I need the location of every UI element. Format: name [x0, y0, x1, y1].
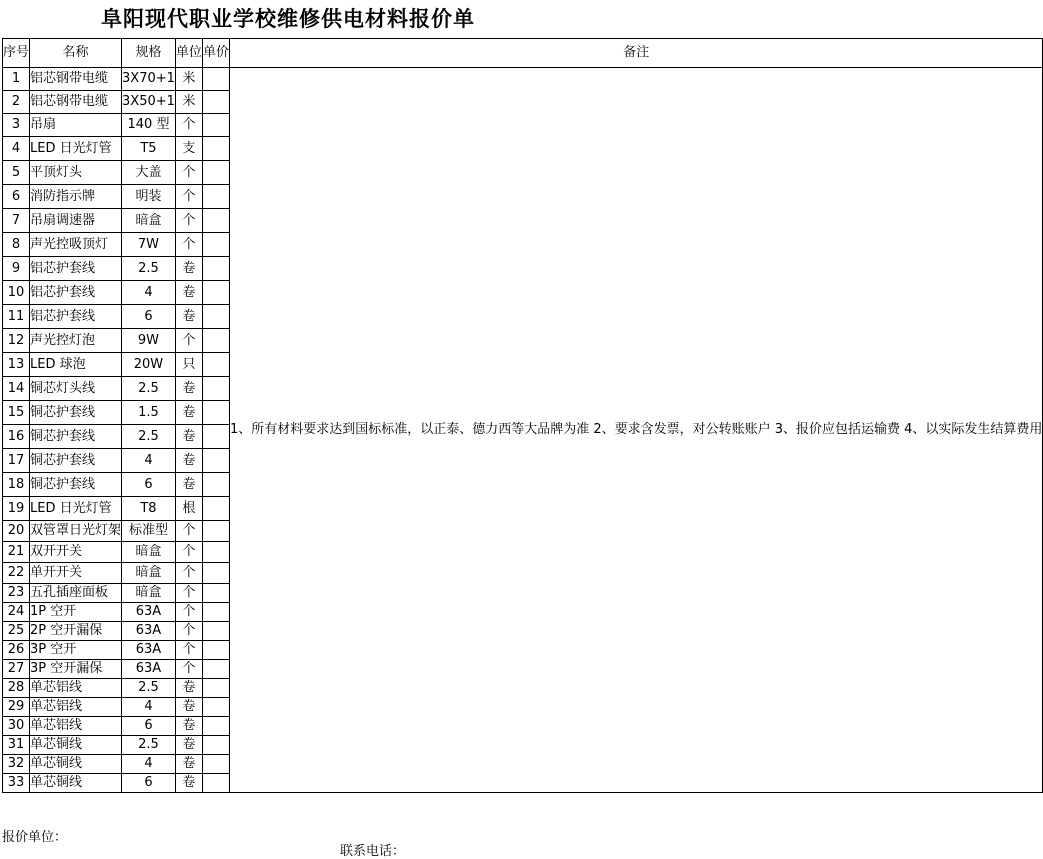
cell-spec: 暗盒 [122, 563, 176, 584]
cell-spec: 63A [122, 603, 176, 622]
cell-price [202, 449, 229, 473]
cell-unit: 卷 [175, 425, 202, 449]
cell-price [202, 584, 229, 603]
cell-unit: 卷 [175, 679, 202, 698]
cell-no: 16 [3, 425, 30, 449]
cell-spec: 63A [122, 641, 176, 660]
cell-no: 19 [3, 497, 30, 521]
cell-spec: 1.5 [122, 401, 176, 425]
cell-unit: 个 [175, 161, 202, 185]
cell-price [202, 774, 229, 793]
price-quote-table [2, 38, 1043, 793]
cell-unit: 卷 [175, 473, 202, 497]
cell-name: 双管罩日光灯架 [30, 521, 122, 542]
cell-name: 单芯铝线 [30, 698, 122, 717]
header-name: 名称 [30, 39, 122, 68]
cell-no: 1 [3, 68, 30, 91]
cell-price [202, 425, 229, 449]
cell-spec: 4 [122, 698, 176, 717]
cell-spec: T5 [122, 137, 176, 161]
cell-spec: 2.5 [122, 257, 176, 281]
cell-name: 五孔插座面板 [30, 584, 122, 603]
cell-spec: 9W [122, 329, 176, 353]
cell-spec: 3X50+1 [122, 91, 176, 114]
cell-spec: 63A [122, 622, 176, 641]
cell-name: 铜芯护套线 [30, 473, 122, 497]
cell-name: 吊扇 [30, 114, 122, 137]
cell-spec: 暗盒 [122, 542, 176, 563]
cell-name: 声光控吸顶灯 [30, 233, 122, 257]
cell-price [202, 542, 229, 563]
cell-name: 吊扇调速器 [30, 209, 122, 233]
cell-unit: 个 [175, 209, 202, 233]
cell-spec: T8 [122, 497, 176, 521]
cell-name: 2P 空开漏保 [30, 622, 122, 641]
header-price: 单价 [202, 39, 229, 68]
cell-name: 消防指示牌 [30, 185, 122, 209]
cell-name: 单芯铜线 [30, 736, 122, 755]
cell-no: 31 [3, 736, 30, 755]
cell-price [202, 377, 229, 401]
cell-spec: 140 型 [122, 114, 176, 137]
cell-spec: 标准型 [122, 521, 176, 542]
cell-no: 15 [3, 401, 30, 425]
cell-price [202, 161, 229, 185]
cell-no: 33 [3, 774, 30, 793]
cell-price [202, 233, 229, 257]
cell-name: LED 日光灯管 [30, 497, 122, 521]
cell-unit: 卷 [175, 774, 202, 793]
cell-price [202, 521, 229, 542]
cell-spec: 6 [122, 305, 176, 329]
cell-no: 22 [3, 563, 30, 584]
cell-price [202, 603, 229, 622]
cell-price [202, 257, 229, 281]
cell-no: 12 [3, 329, 30, 353]
cell-unit: 个 [175, 542, 202, 563]
cell-no: 5 [3, 161, 30, 185]
table-row [3, 68, 1043, 91]
cell-name: 铜芯护套线 [30, 449, 122, 473]
cell-name: 铝芯钢带电缆 [30, 68, 122, 91]
cell-no: 9 [3, 257, 30, 281]
cell-name: 1P 空开 [30, 603, 122, 622]
cell-spec: 4 [122, 449, 176, 473]
remark-note: 1、所有材料要求达到国标标准，以正泰、德力西等大品牌为准 2、要求含发票，对公转账账户 3、报价应包括运输费 4、以实际发生结算费用 [229, 68, 1042, 793]
cell-no: 20 [3, 521, 30, 542]
contact-phone-label: 联系电话： [340, 844, 406, 859]
cell-unit: 个 [175, 114, 202, 137]
cell-unit: 个 [175, 641, 202, 660]
quote-unit-label: 报价单位： [2, 830, 68, 845]
cell-name: 铝芯护套线 [30, 281, 122, 305]
cell-unit: 米 [175, 68, 202, 91]
cell-no: 30 [3, 717, 30, 736]
cell-unit: 卷 [175, 257, 202, 281]
cell-unit: 卷 [175, 698, 202, 717]
cell-price [202, 563, 229, 584]
cell-spec: 2.5 [122, 679, 176, 698]
cell-price [202, 114, 229, 137]
cell-no: 21 [3, 542, 30, 563]
cell-spec: 暗盒 [122, 209, 176, 233]
cell-spec: 6 [122, 717, 176, 736]
cell-unit: 个 [175, 233, 202, 257]
cell-name: 单芯铝线 [30, 679, 122, 698]
cell-unit: 支 [175, 137, 202, 161]
cell-unit: 个 [175, 521, 202, 542]
cell-unit: 卷 [175, 736, 202, 755]
cell-no: 13 [3, 353, 30, 377]
cell-no: 28 [3, 679, 30, 698]
cell-name: 平顶灯头 [30, 161, 122, 185]
cell-price [202, 717, 229, 736]
cell-spec: 2.5 [122, 377, 176, 401]
cell-name: 单芯铜线 [30, 774, 122, 793]
cell-unit: 个 [175, 660, 202, 679]
cell-price [202, 660, 229, 679]
cell-spec: 2.5 [122, 736, 176, 755]
cell-no: 17 [3, 449, 30, 473]
header-spec: 规格 [122, 39, 176, 68]
cell-unit: 根 [175, 497, 202, 521]
cell-no: 25 [3, 622, 30, 641]
cell-name: 3P 空开 [30, 641, 122, 660]
cell-spec: 7W [122, 233, 176, 257]
cell-price [202, 329, 229, 353]
cell-price [202, 641, 229, 660]
cell-no: 26 [3, 641, 30, 660]
cell-price [202, 736, 229, 755]
cell-name: 铝芯钢带电缆 [30, 91, 122, 114]
cell-no: 23 [3, 584, 30, 603]
header-unit: 单位 [175, 39, 202, 68]
cell-spec: 2.5 [122, 425, 176, 449]
cell-no: 11 [3, 305, 30, 329]
cell-name: LED 球泡 [30, 353, 122, 377]
cell-name: 铜芯护套线 [30, 401, 122, 425]
cell-name: 声光控灯泡 [30, 329, 122, 353]
cell-unit: 米 [175, 91, 202, 114]
cell-price [202, 497, 229, 521]
cell-no: 24 [3, 603, 30, 622]
cell-price [202, 305, 229, 329]
cell-no: 27 [3, 660, 30, 679]
cell-name: 单芯铝线 [30, 717, 122, 736]
cell-price [202, 622, 229, 641]
cell-no: 14 [3, 377, 30, 401]
cell-spec: 4 [122, 281, 176, 305]
cell-name: 铜芯护套线 [30, 425, 122, 449]
cell-unit: 个 [175, 584, 202, 603]
cell-price [202, 401, 229, 425]
cell-name: 单芯铜线 [30, 755, 122, 774]
cell-spec: 3X70+1 [122, 68, 176, 91]
table-header-row [3, 39, 1043, 68]
cell-unit: 个 [175, 603, 202, 622]
cell-no: 7 [3, 209, 30, 233]
cell-spec: 6 [122, 774, 176, 793]
cell-no: 2 [3, 91, 30, 114]
cell-spec: 大盖 [122, 161, 176, 185]
cell-spec: 暗盒 [122, 584, 176, 603]
cell-price [202, 698, 229, 717]
cell-no: 32 [3, 755, 30, 774]
header-remark: 备注 [229, 39, 1042, 68]
cell-name: 铜芯灯头线 [30, 377, 122, 401]
cell-unit: 个 [175, 185, 202, 209]
cell-spec: 6 [122, 473, 176, 497]
cell-unit: 卷 [175, 305, 202, 329]
cell-price [202, 68, 229, 91]
cell-no: 8 [3, 233, 30, 257]
cell-spec: 20W [122, 353, 176, 377]
table-body [3, 68, 1043, 793]
cell-unit: 个 [175, 622, 202, 641]
cell-price [202, 281, 229, 305]
cell-price [202, 209, 229, 233]
cell-no: 18 [3, 473, 30, 497]
cell-name: 铝芯护套线 [30, 305, 122, 329]
cell-price [202, 353, 229, 377]
cell-name: 3P 空开漏保 [30, 660, 122, 679]
cell-no: 4 [3, 137, 30, 161]
page-title: 阜阳现代职业学校维修供电材料报价单 [101, 7, 475, 31]
cell-name: 双开开关 [30, 542, 122, 563]
cell-price [202, 185, 229, 209]
cell-price [202, 91, 229, 114]
header-no: 序号 [3, 39, 30, 68]
cell-no: 6 [3, 185, 30, 209]
cell-price [202, 679, 229, 698]
cell-unit: 个 [175, 329, 202, 353]
cell-price [202, 137, 229, 161]
cell-unit: 卷 [175, 281, 202, 305]
cell-unit: 卷 [175, 717, 202, 736]
cell-no: 10 [3, 281, 30, 305]
footer [2, 826, 574, 858]
cell-spec: 63A [122, 660, 176, 679]
cell-unit: 卷 [175, 377, 202, 401]
cell-price [202, 473, 229, 497]
cell-name: LED 日光灯管 [30, 137, 122, 161]
cell-unit: 卷 [175, 755, 202, 774]
cell-no: 29 [3, 698, 30, 717]
cell-name: 单开开关 [30, 563, 122, 584]
cell-spec: 4 [122, 755, 176, 774]
cell-unit: 卷 [175, 449, 202, 473]
cell-name: 铝芯护套线 [30, 257, 122, 281]
cell-unit: 个 [175, 563, 202, 584]
cell-unit: 卷 [175, 401, 202, 425]
cell-spec: 明装 [122, 185, 176, 209]
cell-no: 3 [3, 114, 30, 137]
cell-unit: 只 [175, 353, 202, 377]
cell-price [202, 755, 229, 774]
